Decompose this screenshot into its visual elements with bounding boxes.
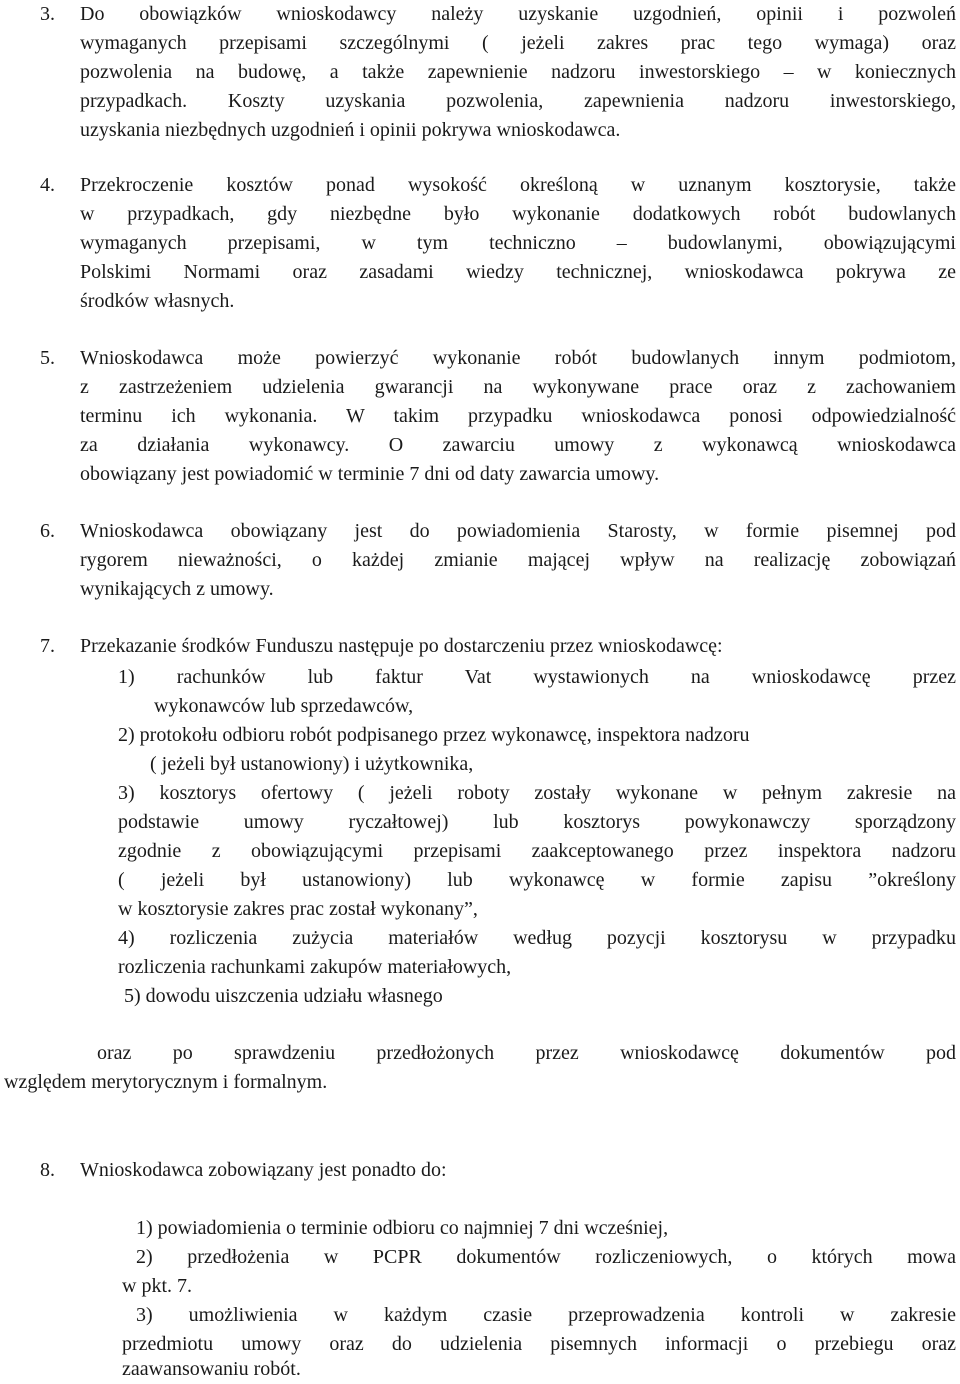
section-7-item-4-line-2: rozliczenia rachunkami zakupów materiałowych, (118, 956, 512, 978)
section-8-item-2-line-1: 2) przedłożenia w PCPR dokumentów rozliczeniowych, o których mowa (136, 1246, 956, 1268)
section-4-line-1: Przekroczenie kosztów ponad wysokość określoną w uznanym kosztorysie, także (80, 174, 956, 196)
section-7-item-3-line-2: podstawie umowy ryczałtowej) lub kosztorys powykonawczy sporządzony (118, 811, 956, 833)
section-7-closing-line-2: względem merytorycznym i formalnym. (4, 1071, 328, 1093)
section-4-number: 4. (40, 174, 55, 196)
section-3-number: 3. (40, 3, 55, 25)
section-7-item-2-line-2: ( jeżeli był ustanowiony) i użytkownika, (150, 753, 474, 775)
section-5-number: 5. (40, 347, 55, 369)
section-3-line-2: wymaganych przepisami szczególnymi ( jeżeli zakres prac tego wymaga) oraz (80, 32, 956, 54)
section-7-item-1-line-2: wykonawców lub sprzedawców, (154, 695, 414, 717)
section-6-number: 6. (40, 520, 55, 542)
section-5-line-5: obowiązany jest powiadomić w terminie 7 dni od daty zawarcia umowy. (80, 463, 660, 485)
section-4-line-5: środków własnych. (80, 290, 235, 312)
section-8-item-1: 1) powiadomienia o terminie odbioru co najmniej 7 dni wcześniej, (136, 1217, 669, 1239)
section-7-item-2-line-1: 2) protokołu odbioru robót podpisanego przez wykonawcę, inspektora nadzoru (118, 724, 750, 746)
section-6-line-1: Wnioskodawca obowiązany jest do powiadomienia Starosty, w formie pisemnej pod (80, 520, 956, 542)
section-5-line-4: za działania wykonawcy. O zawarciu umowy z wykonawcą wnioskodawca (80, 434, 956, 456)
section-7-closing-line-1: oraz po sprawdzeniu przedłożonych przez wnioskodawcę dokumentów pod (97, 1042, 956, 1064)
section-4-line-2: w przypadkach, gdy niezbędne było wykonanie dodatkowych robót budowlanych (80, 203, 956, 225)
section-8-item-2-line-2: w pkt. 7. (122, 1275, 192, 1297)
section-4-line-3: wymaganych przepisami, w tym techniczno – budowlanymi, obowiązującymi (80, 232, 956, 254)
section-6-line-2: rygorem nieważności, o każdej zmianie mającej wpływ na realizację zobowiązań (80, 549, 956, 571)
section-8-number: 8. (40, 1159, 55, 1181)
section-7-item-1-line-1: 1) rachunków lub faktur Vat wystawionych na wnioskodawcę przez (118, 666, 956, 688)
section-7-item-3-line-5: w kosztorysie zakres prac został wykonany”, (118, 898, 478, 920)
section-7-item-3-line-1: 3) kosztorys ofertowy ( jeżeli roboty zostały wykonane w pełnym zakresie na (118, 782, 956, 804)
section-8-item-3-line-3: zaawansowaniu robót. (122, 1358, 301, 1380)
section-7-item-5: 5) dowodu uiszczenia udziału własnego (124, 985, 443, 1007)
section-7-intro: Przekazanie środków Funduszu następuje po dostarczeniu przez wnioskodawcę: (80, 635, 723, 657)
section-3-line-4: przypadkach. Koszty uzyskania pozwolenia, zapewnienia nadzoru inwestorskiego, (80, 90, 956, 112)
section-8-intro: Wnioskodawca zobowiązany jest ponadto do: (80, 1159, 447, 1181)
section-5-line-3: terminu ich wykonania. W takim przypadku wnioskodawca ponosi odpowiedzialność (80, 405, 956, 427)
section-8-item-3-line-1: 3) umożliwienia w każdym czasie przeprowadzenia kontroli w zakresie (136, 1304, 956, 1326)
section-6-line-3: wynikających z umowy. (80, 578, 274, 600)
section-4-line-4: Polskimi Normami oraz zasadami wiedzy technicznej, wnioskodawca pokrywa ze (80, 261, 956, 283)
section-3-line-3: pozwolenia na budowę, a także zapewnienie nadzoru inwestorskiego – w koniecznych (80, 61, 956, 83)
section-7-item-4-line-1: 4) rozliczenia zużycia materiałów według pozycji kosztorysu w przypadku (118, 927, 956, 949)
section-3-line-5: uzyskania niezbędnych uzgodnień i opinii pokrywa wnioskodawca. (80, 119, 621, 141)
section-8-item-3-line-2: przedmiotu umowy oraz do udzielenia pisemnych informacji o przebiegu oraz (122, 1333, 956, 1355)
section-7-item-3-line-4: ( jeżeli był ustanowiony) lub wykonawcę w formie zapisu ”określony (118, 869, 956, 891)
section-5-line-1: Wnioskodawca może powierzyć wykonanie robót budowlanych innym podmiotom, (80, 347, 956, 369)
section-7-number: 7. (40, 635, 55, 657)
section-7-item-3-line-3: zgodnie z obowiązującymi przepisami zaakceptowanego przez inspektora nadzoru (118, 840, 956, 862)
section-3-line-1: Do obowiązków wnioskodawcy należy uzyskanie uzgodnień, opinii i pozwoleń (80, 3, 956, 25)
section-5-line-2: z zastrzeżeniem udzielenia gwarancji na wykonywane prace oraz z zachowaniem (80, 376, 956, 398)
